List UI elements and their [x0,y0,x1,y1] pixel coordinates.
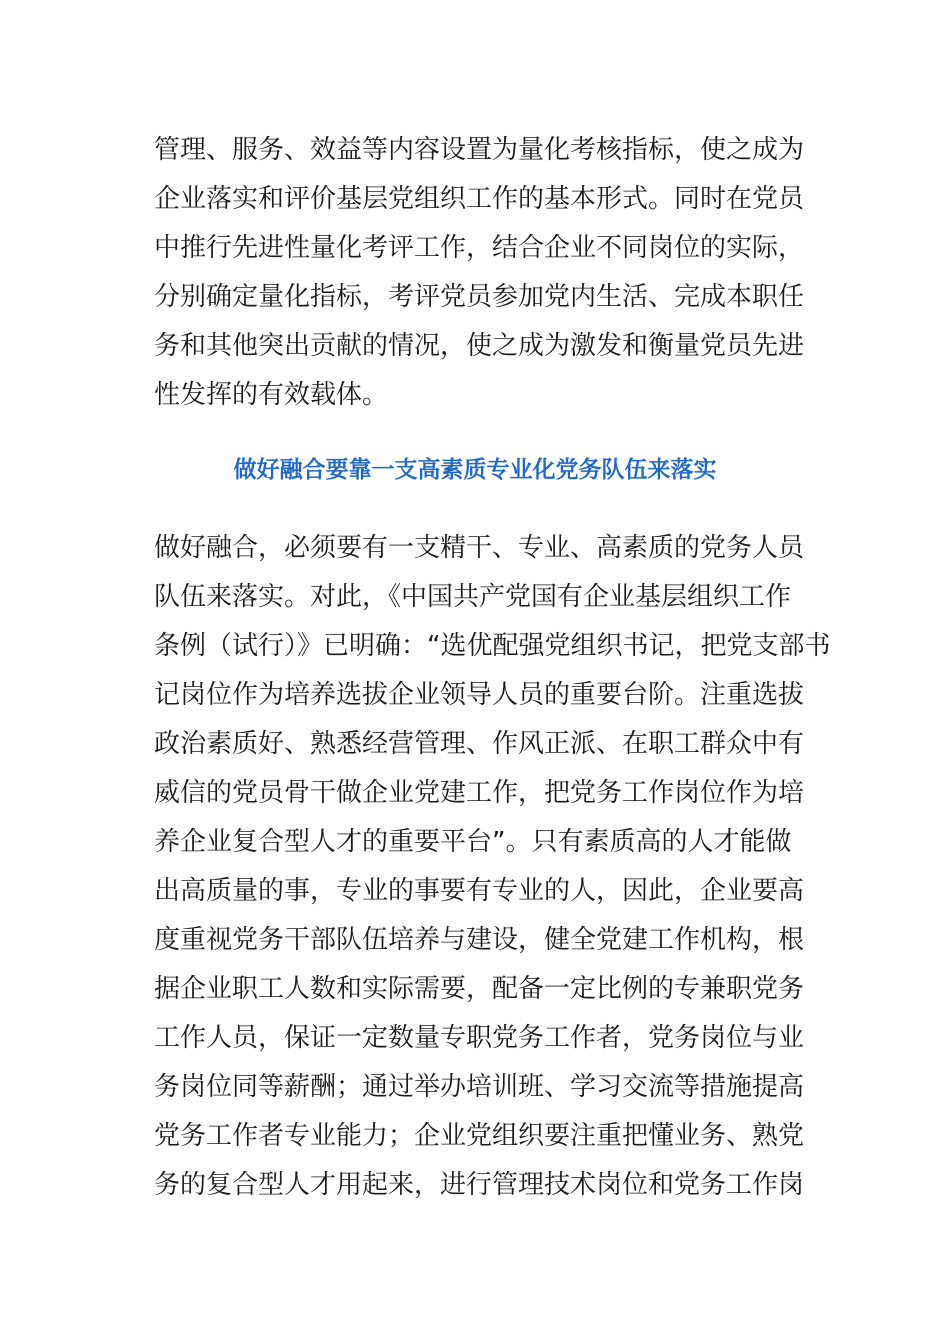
paragraph-2-line: 队伍来落实。对此，《中国共产党国有企业基层组织工作 [154,582,792,612]
paragraph-2-line: 党务工作者专业能力；企业党组织要注重把懂业务、熟党 [154,1121,805,1151]
paragraph-2-line: 做好融合，必须要有一支精干、专业、高素质的党务人员 [154,533,805,563]
paragraph-1-line: 企业落实和评价基层党组织工作的基本形式。同时在党员 [154,184,805,214]
paragraph-2-line: 政治素质好、熟悉经营管理、作风正派、在职工群众中有 [154,729,805,759]
paragraph-2-line: 度重视党务干部队伍培养与建设，健全党建工作机构，根 [154,925,805,955]
paragraph-2-line: 务岗位同等薪酬；通过举办培训班、学习交流等措施提高 [154,1072,805,1102]
section-heading: 做好融合要靠一支高素质专业化党务队伍来落实 [233,457,717,483]
paragraph-2-line: 养企业复合型人才的重要平台”。只有素质高的人才能做 [154,827,792,857]
paragraph-2-line: 威信的党员骨干做企业党建工作，把党务工作岗位作为培 [154,778,805,808]
paragraph-2-line: 条例（试行）》已明确：“选优配强党组织书记，把党支部书 [154,631,831,661]
paragraph-1-line: 分别确定量化指标，考评党员参加党内生活、完成本职任 [154,282,805,312]
paragraph-1-line: 管理、服务、效益等内容设置为量化考核指标，使之成为 [154,135,805,165]
paragraph-1-line: 中推行先进性量化考评工作，结合企业不同岗位的实际， [154,233,805,263]
paragraph-1-line: 性发挥的有效载体。 [154,380,389,410]
paragraph-2-line: 据企业职工人数和实际需要，配备一定比例的专兼职党务 [154,974,805,1004]
paragraph-2-line: 记岗位作为培养选拔企业领导人员的重要台阶。注重选拔 [154,680,805,710]
paragraph-1-line: 务和其他突出贡献的情况，使之成为激发和衡量党员先进 [154,331,805,361]
paragraph-2-line: 出高质量的事，专业的事要有专业的人，因此，企业要高 [154,876,805,906]
paragraph-2-line: 务的复合型人才用起来，进行管理技术岗位和党务工作岗 [154,1170,805,1200]
paragraph-2-line: 工作人员，保证一定数量专职党务工作者，党务岗位与业 [154,1023,805,1053]
